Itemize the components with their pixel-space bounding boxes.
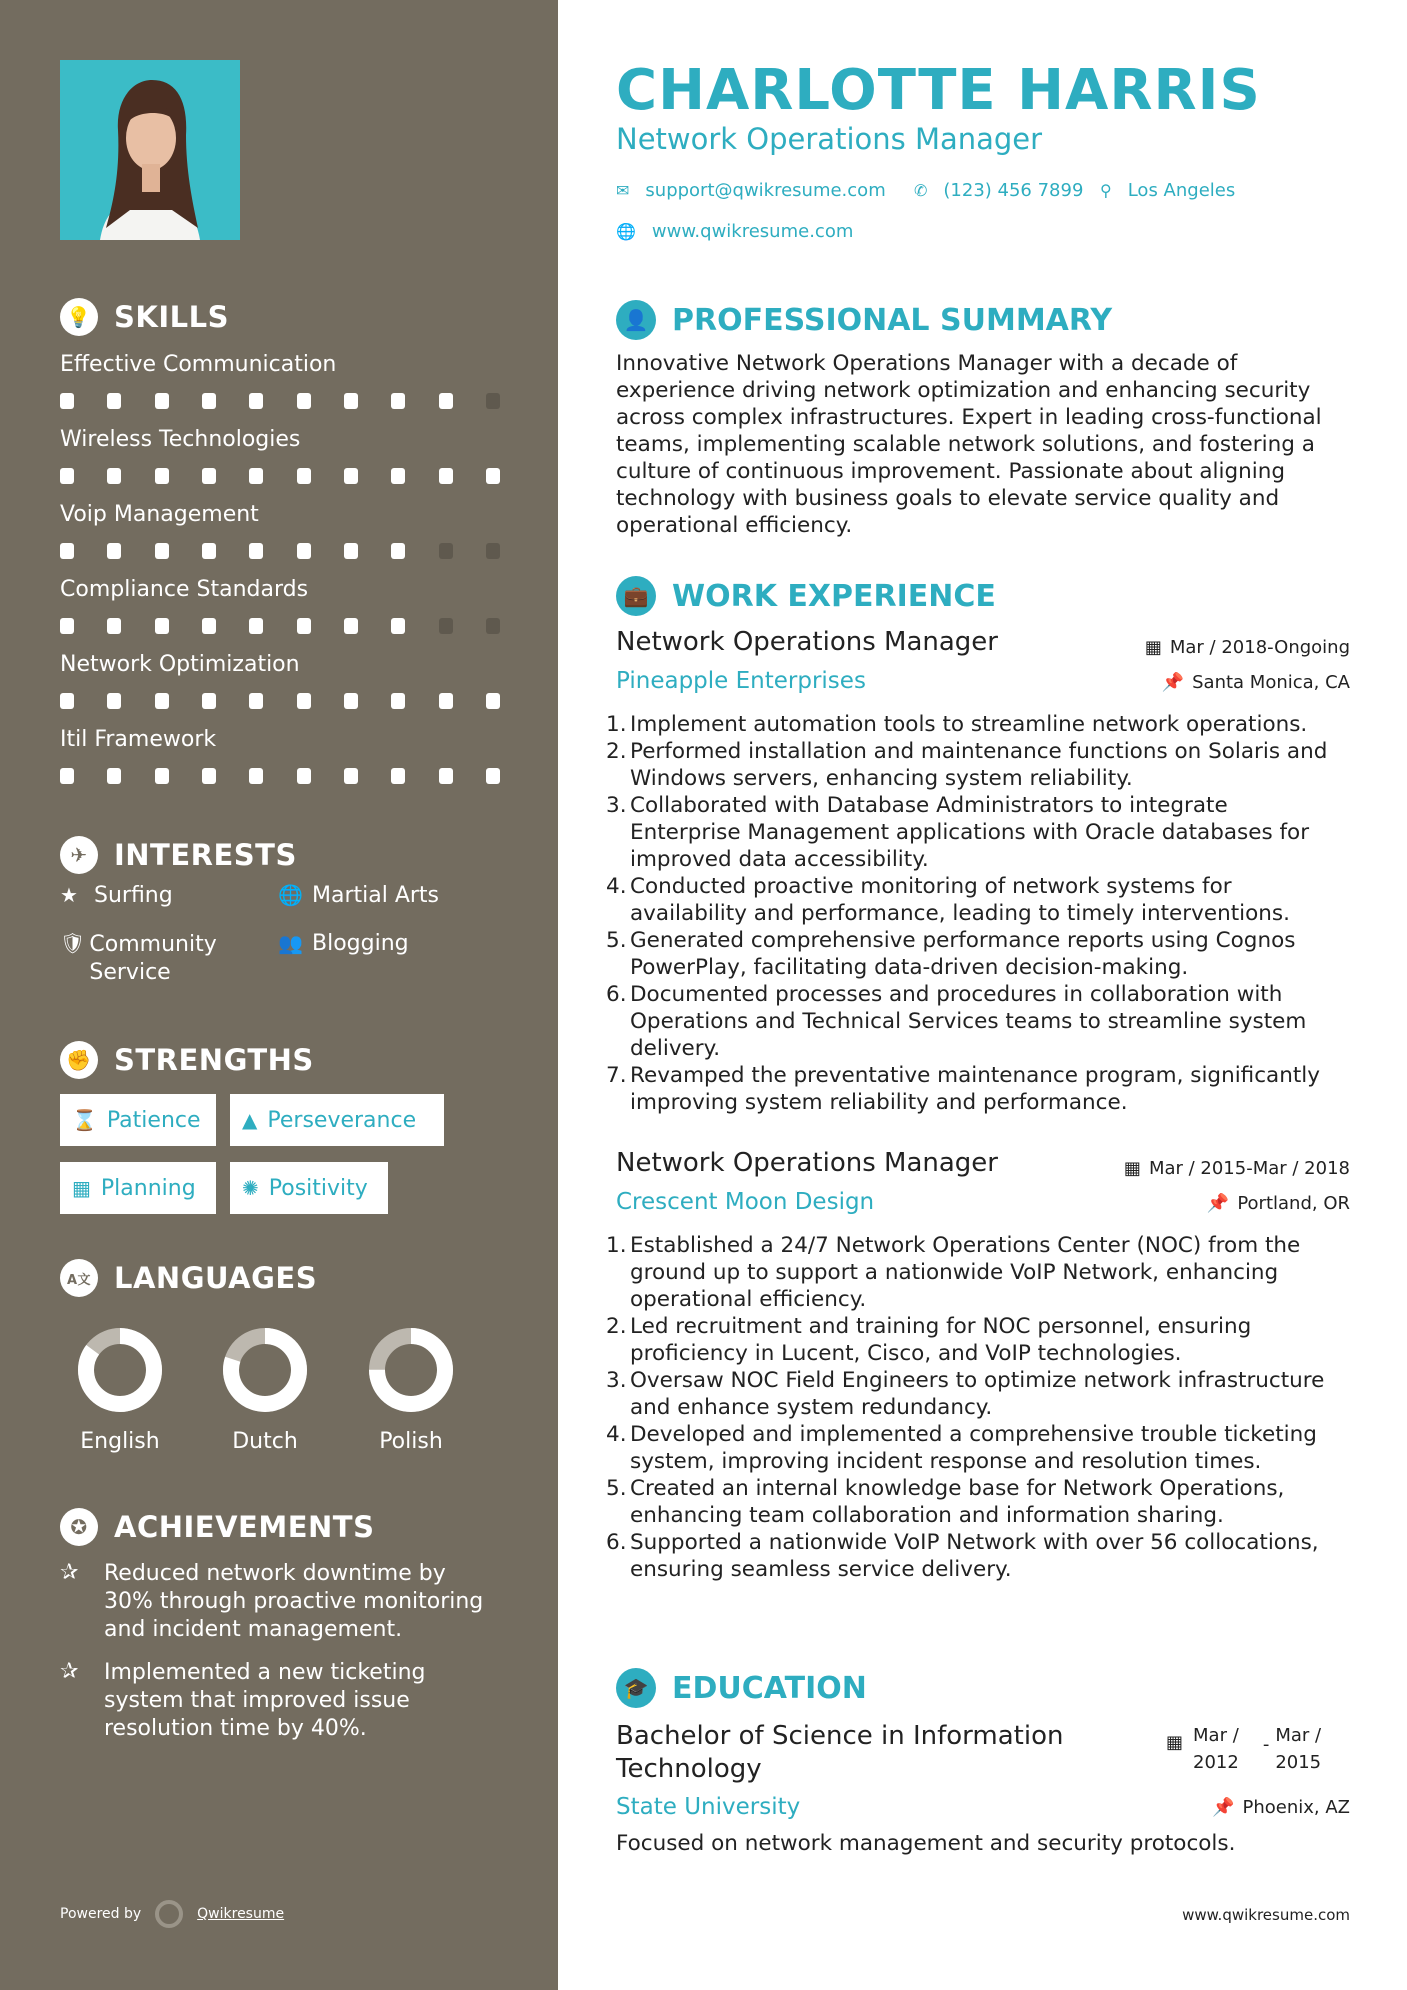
skill-dot <box>391 543 405 559</box>
duty-item: 3 . Oversaw NOC Field Engineers to optimize network infrastructure and enhance system redundancy. <box>606 1367 1340 1421</box>
skill-rating <box>60 393 500 409</box>
language-icon: A文 <box>60 1259 98 1297</box>
users-icon: 👥 <box>278 931 303 955</box>
skill-dot <box>439 468 453 484</box>
skills-title: SKILLS <box>114 300 229 334</box>
calendar-icon: ▦ <box>1166 1732 1184 1753</box>
phone-icon: ✆ <box>914 181 928 200</box>
languages-title: LANGUAGES <box>114 1261 318 1295</box>
skill-dot <box>297 468 311 484</box>
language-name: Polish <box>379 1429 443 1454</box>
duty-item: 6 . Supported a nationwide VoIP Network with over 56 collocations, ensuring seamless service delivery. <box>606 1529 1340 1583</box>
job-title: Network Operations Manager <box>616 627 998 657</box>
education-description: Focused on network management and security protocols. <box>616 1831 1236 1856</box>
language-ring <box>366 1325 456 1415</box>
job-company: Pineapple Enterprises <box>616 668 866 694</box>
skill-dot <box>107 618 121 634</box>
summary-text: Innovative Network Operations Manager with a decade of experience driving network optimization and enhancing security across complex infrastructures. Expert in leading cross-functional teams, implementing scalable network solutions, and fostering a culture of continuous improvement. Passionate about aligning technology with business goals to elevate service quality and operational efficiency. <box>616 351 1322 538</box>
skill-dot <box>155 393 169 409</box>
skill-item <box>60 727 500 784</box>
qwikresume-logo-icon <box>155 1900 183 1928</box>
shooting-star-icon: ✰ <box>60 1560 79 1585</box>
graduation-cap-icon: 🎓 <box>616 1668 656 1708</box>
skill-dot <box>202 768 216 784</box>
pushpin-icon: 📌 <box>1206 1193 1230 1214</box>
duty-item: 6 . Documented processes and procedures in collaboration with Operations and Technical Services teams to streamline system delivery. <box>606 981 1340 1062</box>
skill-name: Network Optimization <box>60 652 300 677</box>
skill-dot <box>391 768 405 784</box>
pushpin-icon: 📌 <box>1212 1797 1235 1818</box>
strength-badge: ⌛ Patience <box>60 1094 216 1146</box>
skill-name: Compliance Standards <box>60 577 309 602</box>
skill-dot <box>344 468 358 484</box>
skill-dot <box>60 768 74 784</box>
skills-heading <box>60 298 229 336</box>
skill-rating <box>60 543 500 559</box>
skill-name: Voip Management <box>60 502 259 527</box>
job-location: 📌 Portland, OR <box>1206 1193 1350 1214</box>
strength-badge: ▲ Perseverance <box>230 1094 444 1146</box>
pushpin-icon: 📌 <box>1161 672 1185 693</box>
skill-dot <box>486 543 500 559</box>
skill-dot <box>107 693 121 709</box>
candidate-title: Network Operations Manager <box>616 122 1043 156</box>
globe-icon: 🌐 <box>616 222 636 241</box>
skill-dot <box>344 768 358 784</box>
job-dates: ▦ Mar / 2015-Mar / 2018 <box>1123 1158 1350 1179</box>
skill-dot <box>297 768 311 784</box>
shield-icon: 🛡 <box>60 931 86 955</box>
school-location: 📌 Phoenix, AZ <box>1212 1797 1350 1818</box>
skill-item <box>60 577 500 634</box>
job-dates: ▦ Mar / 2018-Ongoing <box>1144 637 1350 658</box>
duty-item: 2 . Led recruitment and training for NOC personnel, ensuring proficiency in Lucent, Cisco, and VoIP technologies. <box>606 1313 1340 1367</box>
calendar-icon: ▦ <box>1123 1158 1141 1179</box>
sun-icon: ✺ <box>242 1176 259 1200</box>
job-company: Crescent Moon Design <box>616 1189 875 1215</box>
degree-title: Bachelor of Science in Information Technology <box>616 1721 1064 1784</box>
interests-heading <box>60 836 297 874</box>
shooting-star-icon: ✰ <box>60 1659 79 1684</box>
skill-item <box>60 652 500 709</box>
skill-dot <box>155 693 169 709</box>
briefcase-icon: 💼 <box>616 576 656 616</box>
contact-phone: ✆ (123) 456 7899 <box>914 180 1084 201</box>
job-duties <box>606 1232 1340 1583</box>
skill-dot <box>155 618 169 634</box>
skill-dot <box>439 693 453 709</box>
strengths-heading <box>60 1041 314 1079</box>
skill-dot <box>155 543 169 559</box>
globe-icon: 🌐 <box>278 883 303 907</box>
badge-star-icon: ✪ <box>60 1508 98 1546</box>
contact-location: ⚲ Los Angeles <box>1100 180 1236 201</box>
candidate-name: CHARLOTTE HARRIS <box>616 58 1261 123</box>
skill-dot <box>107 768 121 784</box>
fist-icon: ✊ <box>60 1041 98 1079</box>
skill-dot <box>249 468 263 484</box>
duty-item: 5 . Created an internal knowledge base for Network Operations, enhancing team collaboration and information sharing. <box>606 1475 1340 1529</box>
language-item <box>65 1325 175 1454</box>
language-name: Dutch <box>232 1429 298 1454</box>
duty-item: 7 . Revamped the preventative maintenance program, significantly improving system reliability and performance. <box>606 1062 1340 1116</box>
skill-dot <box>297 543 311 559</box>
skill-dot <box>202 543 216 559</box>
skill-item <box>60 502 500 559</box>
language-ring <box>75 1325 165 1415</box>
duty-item: 4 . Conducted proactive monitoring of network systems for availability and performance, leading to timely interventions. <box>606 873 1340 927</box>
skill-dot <box>202 618 216 634</box>
skill-dot <box>60 543 74 559</box>
skill-dot <box>107 393 121 409</box>
hourglass-icon: ⌛ <box>72 1108 97 1132</box>
skill-dot <box>297 693 311 709</box>
interest-item: 🛡 Community Service <box>60 931 217 985</box>
skill-dot <box>344 543 358 559</box>
language-item <box>210 1325 320 1454</box>
skill-rating <box>60 468 500 484</box>
powered-brand-link[interactable]: Qwikresume <box>197 1906 285 1922</box>
achievements-title: ACHIEVEMENTS <box>114 1510 375 1544</box>
duty-item: 3 . Collaborated with Database Administrators to integrate Enterprise Management applications with Oracle databases for improved data accessibility. <box>606 792 1340 873</box>
skill-name: Wireless Technologies <box>60 427 301 452</box>
education-heading: 🎓 EDUCATION <box>616 1668 867 1708</box>
powered-by: Powered by Qwikresume <box>60 1900 284 1928</box>
skill-dot <box>439 618 453 634</box>
skill-dot <box>486 768 500 784</box>
skill-dot <box>202 693 216 709</box>
road-icon: ▲ <box>242 1108 258 1132</box>
skill-dot <box>155 468 169 484</box>
star-icon: ★ <box>60 883 78 907</box>
skill-dot <box>249 543 263 559</box>
skill-item <box>60 352 500 409</box>
envelope-icon: ✉ <box>616 181 630 200</box>
interest-item: ★ Surfing <box>60 883 173 908</box>
skill-dot <box>486 393 500 409</box>
footer-url[interactable]: www.qwikresume.com <box>1182 1906 1350 1924</box>
languages-heading <box>60 1259 317 1297</box>
contact-email[interactable]: ✉ support@qwikresume.com <box>616 180 886 201</box>
language-name: English <box>80 1429 160 1454</box>
sidebar <box>0 0 558 1990</box>
strength-badge: ▦ Planning <box>60 1162 216 1214</box>
skill-dot <box>391 618 405 634</box>
skill-dot <box>60 393 74 409</box>
skill-dot <box>249 768 263 784</box>
skill-dot <box>486 468 500 484</box>
calendar-icon: ▦ <box>72 1176 91 1200</box>
paper-plane-icon: ✈ <box>60 836 98 874</box>
achievements-heading <box>60 1508 374 1546</box>
lightbulb-icon: 💡 <box>60 298 98 336</box>
skill-name: Itil Framework <box>60 727 217 752</box>
language-item <box>356 1325 466 1454</box>
strength-badge: ✺ Positivity <box>230 1162 388 1214</box>
interests-title: INTERESTS <box>114 838 297 872</box>
skill-dot <box>202 468 216 484</box>
experience-heading: 💼 WORK EXPERIENCE <box>616 576 996 616</box>
skill-dot <box>391 393 405 409</box>
skill-dot <box>439 768 453 784</box>
achievement-item: ✰ Implemented a new ticketing system that improved issue resolution time by 40%. <box>60 1659 426 1741</box>
duty-item: 4 . Developed and implemented a comprehensive trouble ticketing system, improving incident response and resolution times. <box>606 1421 1340 1475</box>
skill-dot <box>297 618 311 634</box>
skill-dot <box>344 693 358 709</box>
contact-website[interactable]: 🌐 www.qwikresume.com <box>616 221 854 242</box>
skill-dot <box>60 618 74 634</box>
user-icon: 👤 <box>616 300 656 340</box>
skill-name: Effective Communication <box>60 352 337 377</box>
skill-dot <box>344 618 358 634</box>
skill-dot <box>297 393 311 409</box>
skill-dot <box>439 543 453 559</box>
skill-dot <box>391 693 405 709</box>
skill-dot <box>344 393 358 409</box>
interest-item: 👥 Blogging <box>278 931 409 956</box>
skill-dot <box>249 693 263 709</box>
skill-dot <box>439 393 453 409</box>
skill-dot <box>107 468 121 484</box>
duty-item: 1 . Established a 24/7 Network Operations Center (NOC) from the ground up to support a nationwide VoIP Network, enhancing operational efficiency. <box>606 1232 1340 1313</box>
school-name: State University <box>616 1794 801 1820</box>
skill-rating <box>60 768 500 784</box>
calendar-icon: ▦ <box>1144 637 1162 658</box>
achievement-item: ✰ Reduced network downtime by 30% through proactive monitoring and incident management. <box>60 1560 484 1642</box>
skill-dot <box>249 393 263 409</box>
language-ring <box>220 1325 310 1415</box>
job-duties <box>606 711 1340 1116</box>
skill-dot <box>60 468 74 484</box>
skill-dot <box>60 693 74 709</box>
skill-rating <box>60 693 500 709</box>
job-title: Network Operations Manager <box>616 1148 998 1178</box>
strengths-title: STRENGTHS <box>114 1043 314 1077</box>
skill-rating <box>60 618 500 634</box>
skill-dot <box>486 618 500 634</box>
summary-heading: 👤 PROFESSIONAL SUMMARY <box>616 300 1112 340</box>
skill-dot <box>486 693 500 709</box>
skill-dot <box>391 468 405 484</box>
job-location: 📌 Santa Monica, CA <box>1161 672 1350 693</box>
interest-item: 🌐 Martial Arts <box>278 883 440 908</box>
education-dates: ▦ Mar / 2012 - Mar / 2015 <box>1166 1722 1321 1776</box>
skill-item <box>60 427 500 484</box>
map-pin-icon: ⚲ <box>1100 181 1112 200</box>
skill-dot <box>249 618 263 634</box>
duty-item: 2 . Performed installation and maintenance functions on Solaris and Windows servers, enhancing system reliability. <box>606 738 1340 792</box>
profile-photo <box>60 60 240 240</box>
duty-item: 1 . Implement automation tools to streamline network operations. <box>606 711 1340 738</box>
skill-dot <box>107 543 121 559</box>
duty-item: 5 . Generated comprehensive performance reports using Cognos PowerPlay, facilitating data-driven decision-making. <box>606 927 1340 981</box>
skill-dot <box>202 393 216 409</box>
skill-dot <box>155 768 169 784</box>
